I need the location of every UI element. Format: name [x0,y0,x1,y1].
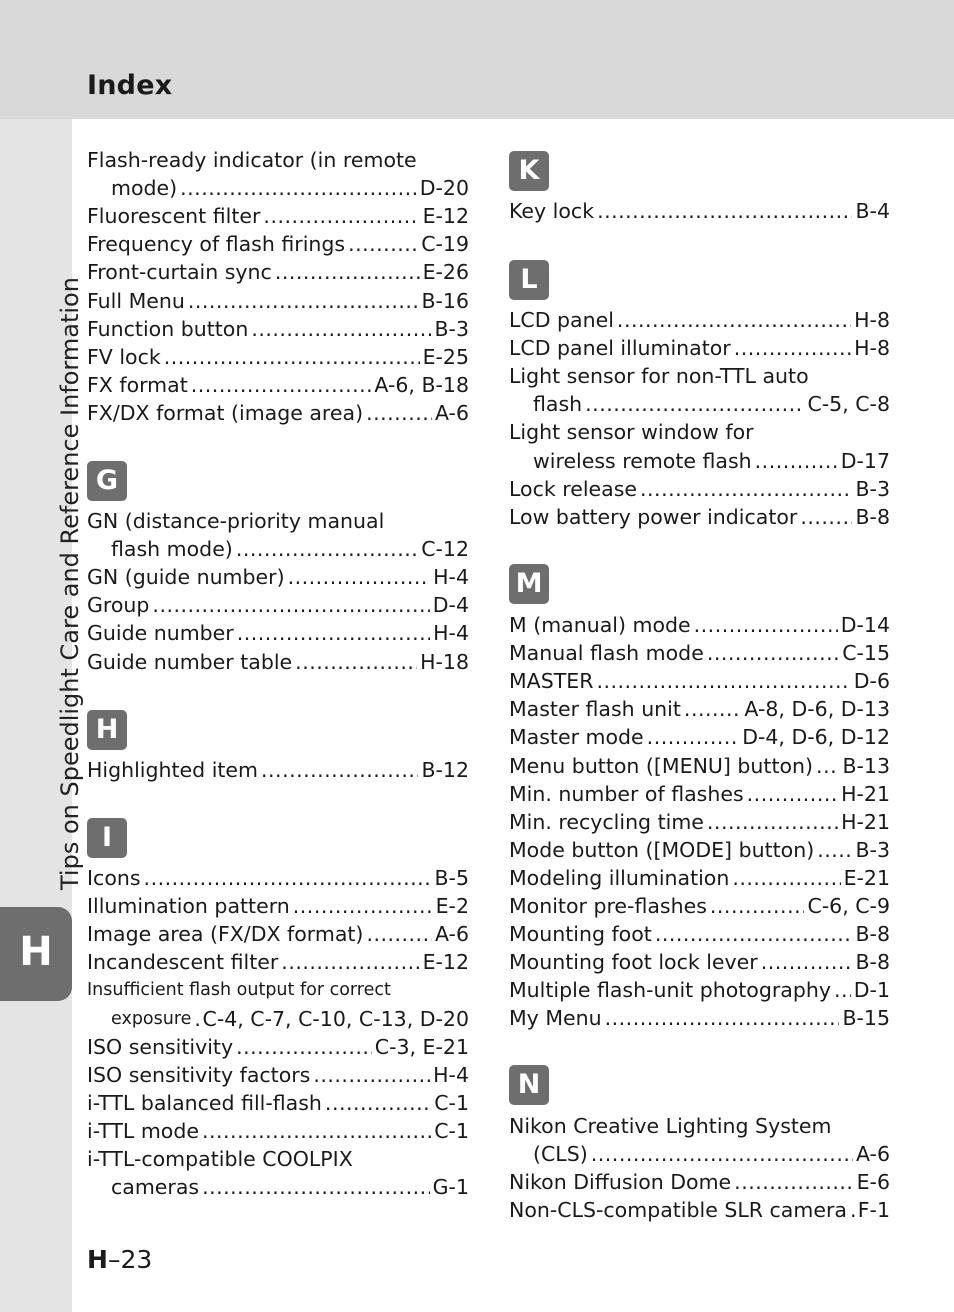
index-entry [509,447,890,475]
index-page-ref: B-12 [421,758,469,782]
dot-leader [236,1033,372,1061]
dot-leader [707,808,838,836]
index-page-ref: D-20 [419,176,469,201]
index-entry [509,611,890,639]
index-term: Full Menu [87,288,185,313]
index-entry [87,202,469,230]
index-entry [87,371,469,399]
index-term: MASTER [509,669,594,694]
index-term: exposure [111,1008,192,1029]
page-number-section: H [87,1245,108,1274]
index-term: Lock release [509,476,638,501]
index-term: Group [87,593,150,618]
index-page-ref: D-6 [853,669,890,694]
dot-leader [591,1140,853,1168]
index-page-ref: C-3, E-21 [374,1034,469,1059]
index-page-ref: F-1 [857,1198,890,1223]
index-entry [87,948,469,976]
dot-leader [596,667,850,695]
dot-leader [366,399,432,427]
dot-leader [585,390,804,418]
dot-leader [655,920,853,948]
index-entry [509,948,890,976]
index-entry [87,1145,469,1173]
index-page-ref: H-8 [854,336,890,361]
dot-leader [755,447,838,475]
dot-leader [164,343,420,371]
index-term: Insufficient flash output for correct [87,980,391,1001]
index-page-ref: A-6 [434,922,469,947]
dot-leader [647,723,740,751]
dot-leader [816,752,839,780]
index-page-ref: B-4 [855,199,890,223]
index-entry [87,1061,469,1089]
index-entry [509,1112,890,1140]
index-page-ref: B-3 [434,316,469,341]
index-page-ref: B-8 [855,950,890,975]
index-entry [87,1005,469,1033]
index-term: Fluorescent filter [87,204,261,229]
index-term: Key lock [509,199,595,223]
dot-leader [605,1004,840,1032]
index-term: Mounting foot [509,922,652,947]
dot-leader [348,230,418,258]
page-number-value: –23 [107,1245,153,1274]
index-page-ref: B-8 [855,922,890,947]
index-entry [87,1117,469,1145]
index-page-ref: B-16 [421,288,469,313]
dot-leader [202,1173,430,1201]
index-term: i-TTL balanced fill-flash [87,1090,322,1115]
index-page-ref: H-4 [433,1062,469,1087]
index-term: Incandescent filter [87,950,279,975]
index-page-ref: C-6, C-9 [807,894,890,918]
index-entry [509,667,890,695]
dot-leader [295,648,417,676]
dot-leader [850,1196,855,1224]
index-page-ref: H-4 [433,621,469,646]
index-page-ref: E-2 [435,894,469,919]
index-page-ref: A-6 [855,1142,890,1167]
dot-leader [707,639,839,667]
index-term: Nikon Diffusion Dome [509,1170,732,1195]
index-term: Highlighted item [87,758,259,782]
index-term: Icons [87,866,141,890]
index-term: Front-curtain sync [87,260,272,285]
index-term: Non-CLS-compatible SLR camera [509,1198,847,1223]
index-term: flash [533,392,583,417]
index-entry [87,1089,469,1117]
index-term: Master mode [509,725,644,750]
index-term: Guide number [87,621,234,646]
index-entry [509,1168,890,1196]
dot-leader [202,1117,431,1145]
index-page-ref: D-14 [840,613,890,637]
index-term: Nikon Creative Lighting System [509,1114,832,1138]
index-page-ref: H-4 [433,565,469,590]
index-entry [87,563,469,591]
index-page-ref: D-1 [853,978,890,1003]
index-term: ISO sensitivity [87,1034,234,1059]
section-letter-l: L [509,260,549,300]
dot-leader [263,202,419,230]
dot-leader [152,591,429,619]
index-term: flash mode) [111,537,233,562]
index-page-ref: C-5, C-8 [807,392,890,417]
index-term: Min. number of flashes [509,781,744,806]
index-entry [87,258,469,286]
index-term: mode) [111,176,178,201]
index-term: wireless remote flash [533,448,752,473]
index-term: cameras [111,1175,200,1200]
dot-leader [275,258,420,286]
index-entry [509,695,890,723]
index-term: i-TTL-compatible COOLPIX [87,1147,353,1171]
section-letter-g: G [87,461,127,501]
index-page-ref: C-12 [421,537,469,562]
index-term: Master flash unit [509,697,681,722]
index-term: (CLS) [533,1142,588,1167]
index-entry [509,639,890,667]
index-term: Manual flash mode [509,641,704,666]
index-term: ISO sensitivity factors [87,1062,311,1087]
index-page-ref: D-17 [840,448,890,473]
dot-leader [834,976,851,1004]
index-entry [87,287,469,315]
index-page-ref: C-1 [434,1090,469,1115]
dot-leader [188,287,419,315]
index-term: GN (distance-priority manual [87,509,385,533]
index-entry [87,399,469,427]
index-entry [87,892,469,920]
index-page-ref: E-21 [843,865,890,890]
dot-leader [640,475,852,503]
index-term: LCD panel illuminator [509,336,731,361]
index-entry [509,836,890,864]
index-page-ref: E-12 [422,204,469,229]
index-term: Light sensor window for [509,420,754,445]
dot-leader [761,948,853,976]
index-entry [509,1196,890,1224]
index-page-ref: A-6 [434,400,469,425]
section-side-label: Tips on Speedlight Care and Reference Information [56,277,84,890]
index-term: Illumination pattern [87,894,290,919]
dot-leader [144,864,432,892]
dot-leader [732,864,840,892]
index-term: Min. recycling time [509,809,704,834]
index-page-ref: A-6, B-18 [374,372,469,397]
index-entry [87,1033,469,1061]
index-page-ref: B-5 [434,866,469,890]
dot-leader [734,334,851,362]
index-page-ref: B-8 [855,504,890,529]
dot-leader [597,197,852,225]
dot-leader [684,695,742,723]
index-page-ref: B-3 [855,837,890,862]
index-term: Modeling illumination [509,865,730,890]
dot-leader [800,503,852,531]
index-entry [509,390,890,418]
dot-leader [366,920,432,948]
index-term: My Menu [509,1006,602,1031]
page-title: Index [87,70,173,101]
index-entry [509,418,890,446]
section-letter-i: I [87,818,127,858]
index-page-ref: D-4 [432,593,469,618]
section-tab [0,907,72,1001]
index-entry [87,343,469,371]
index-entry [509,808,890,836]
index-entry [509,334,890,362]
index-term: i-TTL mode [87,1118,199,1143]
index-page-ref: C-19 [421,232,469,257]
index-term: Mode button ([MODE] button) [509,837,815,862]
index-entry [509,503,890,531]
index-page-ref: E-26 [422,260,469,285]
header-band [0,0,954,119]
index-page-ref: E-25 [422,344,469,369]
section-letter-h: H [87,710,127,750]
page-number [87,1245,152,1274]
index-term: Monitor pre-flashes [509,894,707,918]
index-entry [509,1004,890,1032]
section-tab-letter: H [19,929,53,975]
section-letter-m: M [509,564,549,604]
dot-leader [694,611,838,639]
index-term: Frequency of flash firings [87,232,346,257]
index-entry [87,507,469,535]
dot-leader [710,892,805,920]
index-entry [87,1173,469,1201]
index-term: LCD panel [509,308,614,332]
index-entry [509,362,890,390]
index-term: Multiple flash-unit photography [509,978,831,1003]
index-entry [509,780,890,808]
index-entry [509,892,890,920]
dot-leader [236,535,418,563]
index-term: FX format [87,372,188,397]
index-entry [509,1140,890,1168]
index-page-ref: B-13 [842,753,890,778]
index-entry [509,920,890,948]
section-letter-n: N [509,1065,549,1105]
index-page-ref: G-1 [432,1175,469,1200]
index-page-ref: C-15 [842,641,890,666]
index-entry [87,619,469,647]
index-page-ref: H-18 [420,649,469,674]
index-page-ref: D-4, D-6, D-12 [742,725,890,750]
index-page-ref: H-21 [841,781,890,806]
dot-leader [288,563,431,591]
dot-leader [817,836,852,864]
index-term: Guide number table [87,649,293,674]
index-entry [509,306,890,334]
dot-leader [325,1089,431,1117]
dot-leader [293,892,433,920]
index-page-ref: A-8, D-6, D-13 [744,697,890,722]
dot-leader [281,948,419,976]
index-entry [509,976,890,1004]
index-term: Light sensor for non-TTL auto [509,364,809,389]
index-page-ref: H-8 [854,308,890,332]
index-term: GN (guide number) [87,565,285,590]
index-page-ref: H-21 [841,809,890,834]
index-term: M (manual) mode [509,613,691,637]
index-entry [87,174,469,202]
index-entry [509,864,890,892]
index-entry [87,146,469,174]
index-term: Image area (FX/DX format) [87,922,364,947]
index-term: FV lock [87,344,161,369]
index-term: Low battery power indicator [509,504,798,529]
index-entry [87,230,469,258]
index-term: Mounting foot lock lever [509,950,758,975]
index-entry [87,756,469,784]
dot-leader [237,619,430,647]
index-entry [509,752,890,780]
index-page-ref: E-12 [422,950,469,975]
index-entry [87,920,469,948]
dot-leader [734,1168,853,1196]
dot-leader [747,780,838,808]
index-entry [87,864,469,892]
index-term: FX/DX format (image area) [87,400,364,425]
index-entry [509,475,890,503]
index-entry [87,976,469,1004]
index-term: Menu button ([MENU] button) [509,753,814,778]
index-page-ref: C-1 [434,1118,469,1143]
dot-leader [180,174,417,202]
index-entry [509,197,890,225]
section-letter-k: K [509,151,549,191]
dot-leader [191,371,372,399]
index-page-ref: B-3 [855,476,890,501]
index-page-ref: C-4, C-7, C-10, C-13, D-20 [202,1006,469,1031]
index-entry [87,591,469,619]
dot-leader [194,1005,199,1033]
index-entry [87,535,469,563]
dot-leader [617,306,851,334]
index-term: Function button [87,316,249,341]
index-entry [87,315,469,343]
index-entry [509,723,890,751]
dot-leader [261,756,418,784]
index-page-ref: B-15 [842,1006,890,1031]
dot-leader [251,315,431,343]
dot-leader [313,1061,430,1089]
index-page-ref: E-6 [856,1170,890,1195]
index-term: Flash-ready indicator (in remote [87,148,417,172]
index-entry [87,648,469,676]
